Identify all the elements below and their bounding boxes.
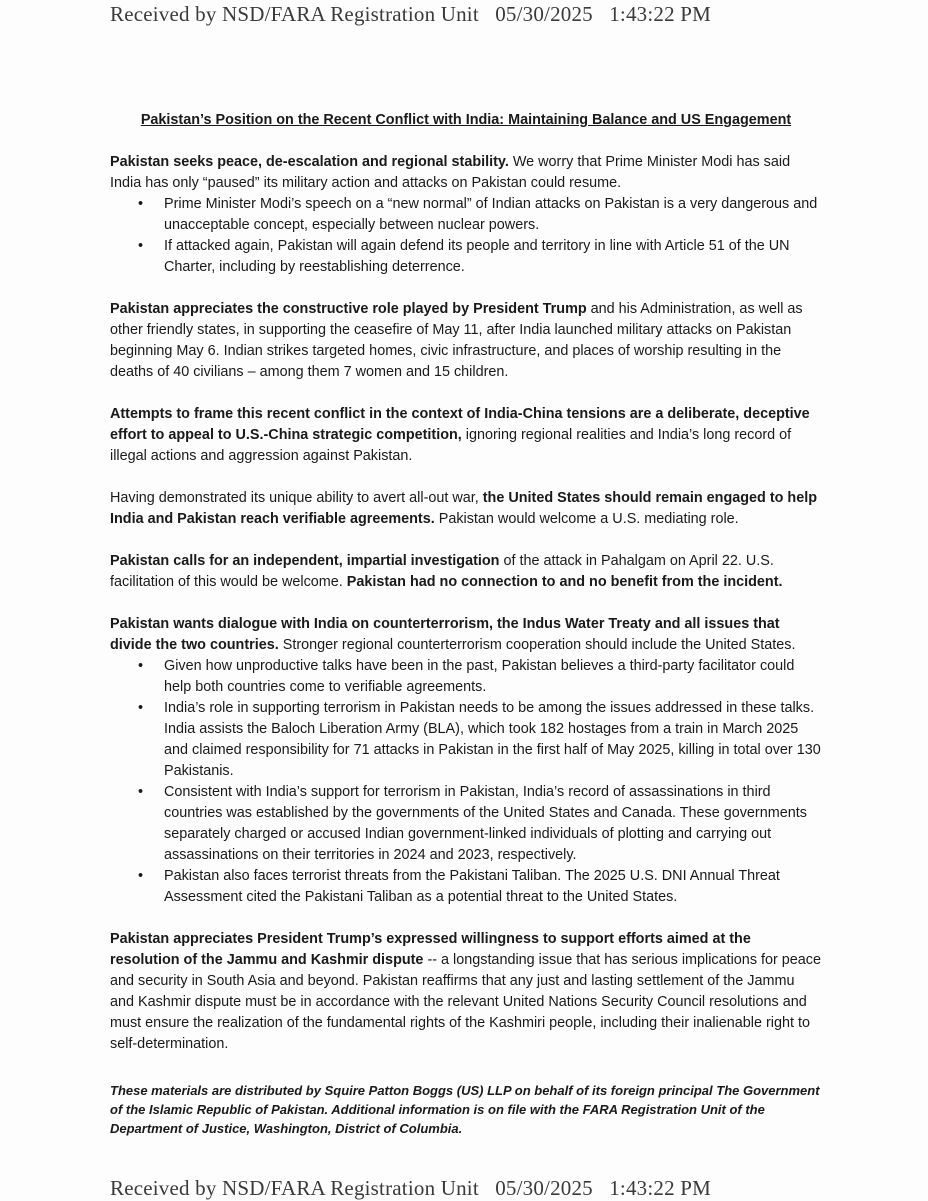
list-item: • Consistent with India’s support for terrorism in Pakistan, India’s record of assassinations in third countries was established by the governments of the United States and Canada. These governments separately charged or accused Indian government-linked individuals of plotting and carrying out assassinations on their territories in 2024 and 2023, respectively. [164,782,822,866]
paragraph-investigation-text: of the attack in Pahalgam on April 22. U.S. facilitation of this would be welcome. [110,553,774,590]
paragraph-us-engagement-text2: Pakistan would welcome a U.S. mediating role. [434,511,739,527]
paragraph-us-engagement [110,488,822,530]
paragraph-investigation-closing: Pakistan had no connection to and no benefit from the incident. [346,574,783,590]
document-body [110,110,822,1138]
bullet-list-dialogue [110,656,822,908]
list-item: • Pakistan also faces terrorist threats from the Pakistani Taliban. The 2025 U.S. DNI Annual Threat Assessment cited the Pakistani Taliban as a potential threat to the United States. [164,866,822,908]
list-item: • Prime Minister Modi’s speech on a “new normal” of Indian attacks on Pakistan is a very dangerous and unacceptable concept, especially between nuclear powers. [164,194,822,236]
paragraph-dialogue [110,614,822,656]
paragraph-us-engagement-text1: Having demonstrated its unique ability to avert all-out war, [110,490,483,506]
paragraph-investigation-lead: Pakistan calls for an independent, impartial investigation [110,553,500,569]
paragraph-peace [110,152,822,194]
fara-received-stamp-top: Received by NSD/FARA Registration Unit 05/30/2025 1:43:22 PM [110,2,711,26]
paragraph-trump-role-lead: Pakistan appreciates the constructive role played by President Trump [110,301,587,317]
paragraph-peace-lead: Pakistan seeks peace, de-escalation and regional stability. [110,154,509,170]
paragraph-china-framing [110,404,822,467]
paragraph-dialogue-lead: Pakistan wants dialogue with India on counterterrorism, the Indus Water Treaty and all issues that divide the two countries. [110,616,780,653]
paragraph-china-framing-lead: Attempts to frame this recent conflict in the context of India-China tensions are a deliberate, deceptive effort to appeal to U.S.-China strategic competition, [110,406,810,443]
document-title: Pakistan’s Position on the Recent Conflict with India: Maintaining Balance and US Engagement [140,112,792,128]
paragraph-china-framing-text: ignoring regional realities and India’s long record of illegal actions and aggression against Pakistan. [110,427,792,464]
paragraph-trump-role-text: and his Administration, as well as other friendly states, in supporting the ceasefire of May 11, after India launched military attacks on Pakistan beginning May 6. Indian strikes targeted homes, civic infrastructure, and places of worship resulting in the deaths of 40 civilians – among them 7 women and 15 children. [110,301,803,380]
list-item: • Given how unproductive talks have been in the past, Pakistan believes a third-party facilitator could help both countries come to verifiable agreements. [164,656,822,698]
paragraph-trump-role [110,299,822,383]
paragraph-kashmir [110,929,822,1055]
paragraph-kashmir-text: -- a longstanding issue that has serious implications for peace and security in South Asia and beyond. Pakistan reaffirms that any just and lasting settlement of the Jammu and Kashmir dispute must be in accordance with the relevant United Nations Security Council resolutions and must ensure the realization of the fundamental rights of the Kashmiri people, including their inalienable right to self-determination. [110,952,822,1052]
paragraph-kashmir-lead: Pakistan appreciates President Trump’s expressed willingness to support efforts aimed at the resolution of the Jammu and Kashmir dispute [110,931,751,968]
paragraph-dialogue-text: Stronger regional counterterrorism cooperation should include the United States. [278,637,796,653]
paragraph-us-engagement-bold: the United States should remain engaged to help India and Pakistan reach verifiable agreements. [110,490,817,527]
list-item: • India’s role in supporting terrorism in Pakistan needs to be among the issues addressed in these talks. India assists the Baloch Liberation Army (BLA), which took 182 hostages from a train in March 2025 and claimed responsibility for 71 attacks in Pakistan in the first half of May 2025, killing in total over 130 Pakistanis. [164,698,822,782]
fara-received-stamp-bottom: Received by NSD/FARA Registration Unit 05/30/2025 1:43:22 PM [110,1176,711,1200]
list-item: • If attacked again, Pakistan will again defend its people and territory in line with Article 51 of the UN Charter, including by reestablishing deterrence. [164,236,822,278]
paragraph-investigation [110,551,822,593]
bullet-list-peace [110,194,822,278]
fara-disclaimer: These materials are distributed by Squire Patton Boggs (US) LLP on behalf of its foreign principal The Government of the Islamic Republic of Pakistan. Additional information is on file with the FARA Registration Unit of the Department of Justice, Washington, District of Columbia. [110,1083,820,1136]
paragraph-peace-text: We worry that Prime Minister Modi has said India has only “paused” its military action and attacks on Pakistan could resume. [110,154,791,191]
